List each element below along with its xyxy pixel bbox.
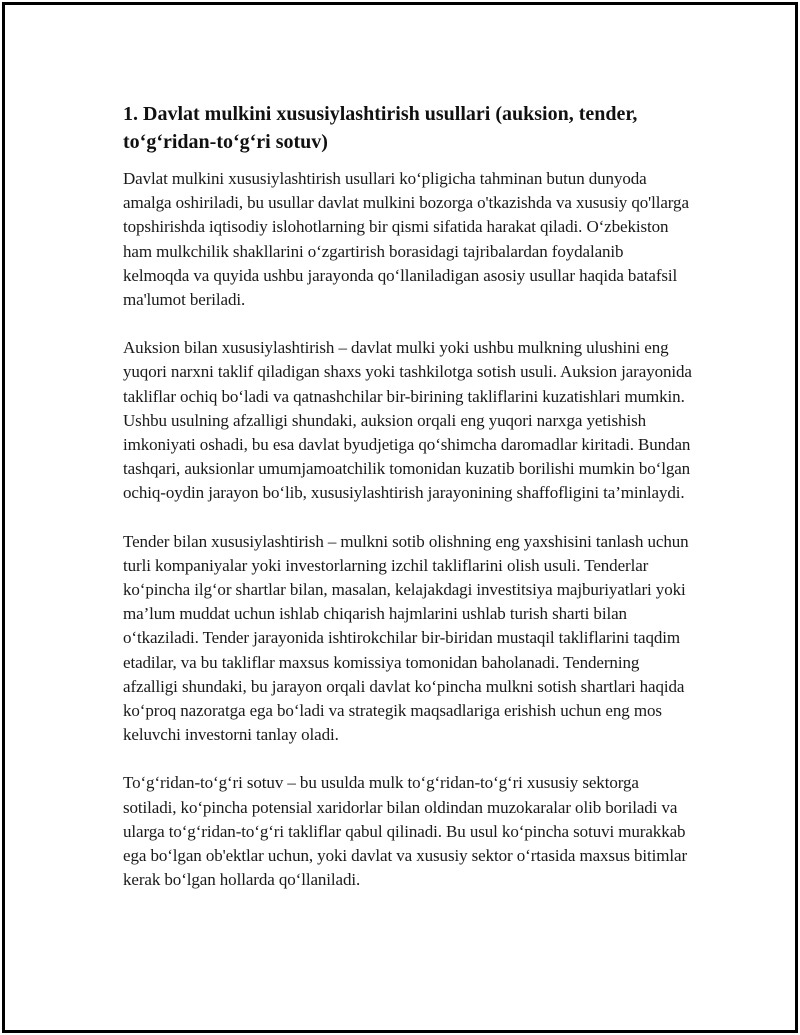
- document-body: [123, 100, 693, 916]
- page-frame: [2, 2, 798, 1033]
- paragraph-tender: Tender bilan xususiylashtirish – mulkni sotib olishning eng yaxshisini tanlash uchun turli kompaniyalar yoki investorlarning izchil takliflarini olish usuli. Tenderlar ko‘pincha ilg‘or shartlar bilan, masalan, kelajakdagi investitsiya majburiyatlari yoki ma’lum muddat uchun ishlab chiqarish hajmlarini ushlab turish sharti bilan o‘tkaziladi. Tender jarayonida ishtirokchilar bir-biridan mustaqil takliflarini taqdim etadilar, va bu takliflar maxsus komissiya tomonidan baholanadi. Tenderning afzalligi shundaki, bu jarayon orqali davlat ko‘pincha mulkni sotish shartlari haqida ko‘proq nazoratga ega bo‘ladi va strategik maqsadlariga erishish uchun eng mos keluvchi investorni tanlay oladi.: [123, 531, 689, 745]
- paragraph-auction: Auksion bilan xususiylashtirish – davlat mulki yoki ushbu mulkning ulushini eng yuqori narxni taklif qiladigan shaxs yoki tashkilotga sotish usuli. Auksion jarayonida takliflar ochiq bo‘ladi va qatnashchilar bir-birining takliflarini kuzatishlari mumkin. Ushbu usulning afzalligi shundaki, auksion orqali eng yuqori narxga yetishish imkoniyati oshadi, bu esa davlat byudjetiga qo‘shimcha daromadlar kiritadi. Bundan tashqari, auksionlar umumjamoatchilik tomonidan kuzatib borilishi mumkin bo‘lgan ochiq-oydin jarayon bo‘lib, xususiylashtirish jarayonining shaffofligini ta’minlaydi.: [123, 338, 692, 503]
- paragraph-intro: Davlat mulkini xususiylashtirish usullari ko‘pligicha tahminan butun dunyoda amalga oshiriladi, bu usullar davlat mulkini bozorga o'tkazishda va xususiy qo'llarga topshirishda iqtisodiy islohotlarning bir qismi sifatida harakat qiladi. O‘zbekiston ham mulkchilik shakllarini o‘zgartirish borasidagi tajribalardan foydalanib kelmoqda va quyida ushbu jarayonda qo‘llaniladigan asosiy usullar haqida batafsil ma'lumot beriladi.: [123, 169, 689, 310]
- section-heading: 1. Davlat mulkini xususiylashtirish usullari (auksion, tender, to‘g‘ridan-to‘g‘ri sotuv): [123, 103, 638, 153]
- paragraph-direct-sale: To‘g‘ridan-to‘g‘ri sotuv – bu usulda mulk to‘g‘ridan-to‘g‘ri xususiy sektorga sotiladi, ko‘pincha potensial xaridorlar bilan oldindan muzokaralar olib boriladi va ularga to‘g‘ridan-to‘g‘ri takliflar qabul qilinadi. Bu usul ko‘pincha sotuvi murakkab ega bo‘lgan ob'ektlar uchun, yoki davlat va xususiy sektor o‘rtasida maxsus bitimlar kerak bo‘lgan hollarda qo‘llaniladi.: [123, 773, 688, 890]
